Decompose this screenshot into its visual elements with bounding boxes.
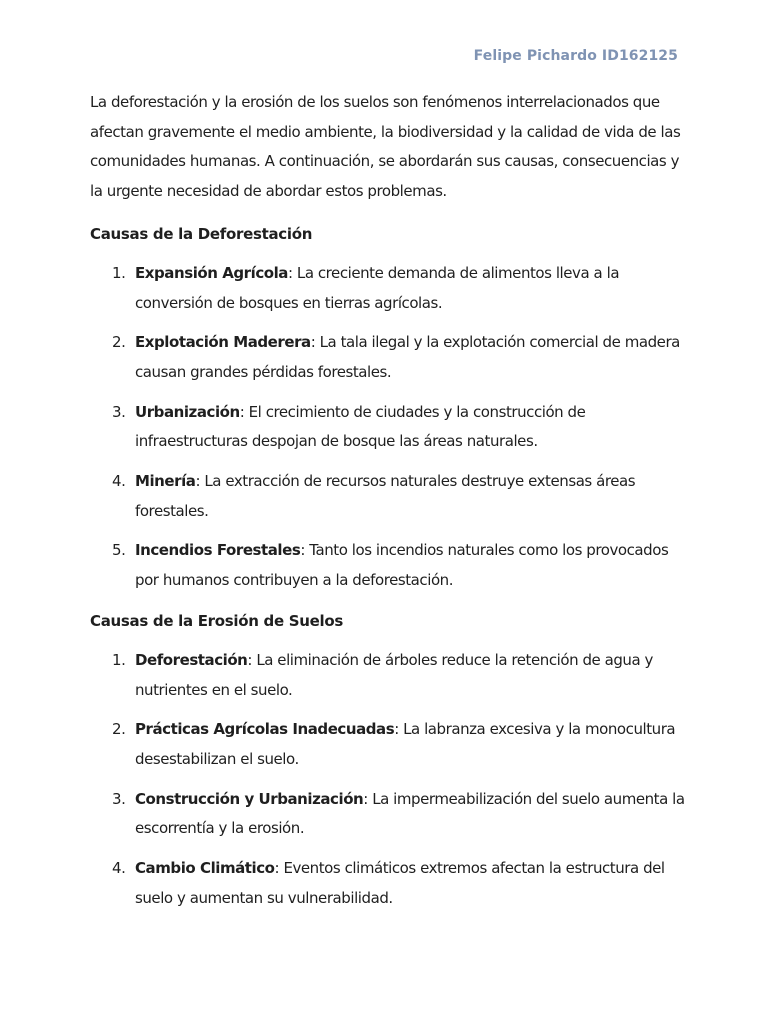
cause-term: Cambio Climático	[135, 859, 275, 878]
list-number: 5.	[112, 541, 126, 560]
list-item	[90, 854, 690, 913]
cause-description: : La eliminación de árboles reduce la retención de agua y nutrientes en el suelo.	[135, 650, 653, 699]
deforestation-heading: Causas de la Deforestación	[90, 224, 313, 243]
list-number: 3.	[112, 789, 126, 808]
erosion-causes-list	[90, 646, 690, 914]
cause-term: Minería	[135, 472, 196, 491]
cause-term: Urbanización	[135, 402, 240, 421]
list-item	[90, 536, 690, 595]
cause-term: Deforestación	[135, 650, 248, 669]
list-number: 1.	[112, 263, 126, 282]
list-number: 4.	[112, 472, 126, 491]
cause-description: : El crecimiento de ciudades y la construcción de infraestructuras despojan de bosque las áreas naturales.	[135, 402, 586, 451]
list-number: 4.	[112, 859, 126, 878]
list-item	[90, 467, 690, 526]
cause-description: : La labranza excesiva y la monocultura desestabilizan el suelo.	[135, 720, 676, 768]
cause-term: Explotación Maderera	[135, 333, 311, 352]
list-number: 1.	[112, 650, 126, 669]
list-number: 2.	[112, 333, 126, 352]
list-number: 2.	[112, 720, 126, 739]
cause-term: Prácticas Agrícolas Inadecuadas	[135, 720, 395, 739]
cause-description: : La extracción de recursos naturales destruye extensas áreas forestales.	[135, 472, 636, 520]
cause-term: Construcción y Urbanización	[135, 789, 364, 808]
cause-description: : Eventos climáticos extremos afectan la estructura del suelo y aumentan su vulnerabilidad.	[135, 859, 665, 907]
erosion-heading: Causas de la Erosión de Suelos	[90, 611, 344, 630]
list-item	[90, 715, 690, 774]
list-item	[90, 646, 690, 705]
list-item	[90, 398, 690, 457]
cause-term: Expansión Agrícola	[135, 263, 288, 282]
list-item	[90, 259, 690, 318]
list-item	[90, 785, 690, 844]
deforestation-causes-list	[90, 259, 690, 596]
cause-description: : La impermeabilización del suelo aumenta la escorrentía y la erosión.	[135, 789, 685, 838]
cause-description: : La tala ilegal y la explotación comercial de madera causan grandes pérdidas forestales.	[135, 333, 680, 381]
intro-paragraph: La deforestación y la erosión de los suelos son fenómenos interrelacionados que afectan gravemente el medio ambiente, la biodiversidad y la calidad de vida de las comunidades humanas. A continuación, se abordarán sus causas, consecuencias y la urgente necesidad de abordar estos problemas.	[90, 93, 681, 201]
author-header: Felipe Pichardo ID162125	[473, 48, 678, 64]
document-body	[90, 88, 690, 913]
list-item	[90, 328, 690, 387]
cause-description: : La creciente demanda de alimentos lleva a la conversión de bosques en tierras agrícolas.	[135, 263, 620, 312]
cause-term: Incendios Forestales	[135, 541, 301, 560]
cause-description: : Tanto los incendios naturales como los provocados por humanos contribuyen a la deforestación.	[135, 541, 669, 590]
list-number: 3.	[112, 402, 126, 421]
